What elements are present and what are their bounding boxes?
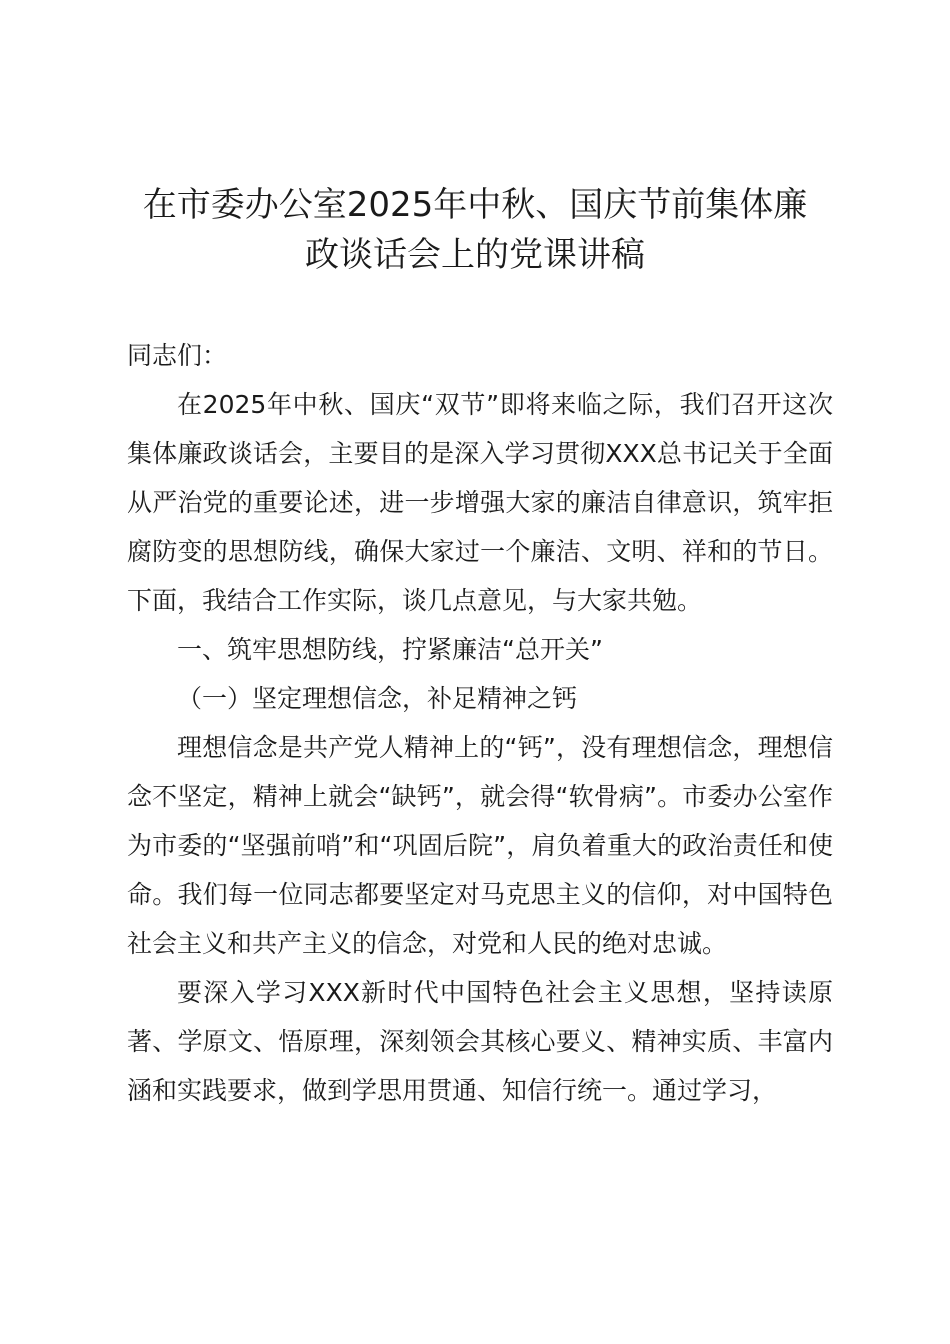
title-line-2: 政谈话会上的党课讲稿 [305, 235, 645, 275]
subsection-heading-1: （一）坚定理想信念，补足精神之钙 [177, 684, 578, 713]
paragraph-study: 要深入学习XXX新时代中国特色社会主义思想，坚持读原著、学原文、悟原理，深刻领会其核心要义、精神实质、丰富内涵和实践要求，做到学思用贯通、知信行统一。通过学习， [127, 978, 833, 1105]
document-title [120, 180, 830, 280]
salutation: 同志们： [127, 341, 228, 370]
document-body [127, 331, 833, 1115]
title-line-1: 在市委办公室2025年中秋、国庆节前集体廉 [142, 185, 808, 225]
section-heading-1: 一、筑牢思想防线，拧紧廉洁“总开关” [177, 635, 603, 664]
paragraph-ideals: 理想信念是共产党人精神上的“钙”，没有理想信念，理想信念不坚定，精神上就会“缺钙”，就会得“软骨病”。市委办公室作为市委的“坚强前哨”和“巩固后院”，肩负着重大的政治责任和使命。我们每一位同志都要坚定对马克思主义的信仰，对中国特色社会主义和共产主义的信念，对党和人民的绝对忠诚。 [127, 733, 833, 958]
paragraph-intro: 在2025年中秋、国庆“双节”即将来临之际，我们召开这次集体廉政谈话会，主要目的是深入学习贯彻XXX总书记关于全面从严治党的重要论述，进一步增强大家的廉洁自律意识，筑牢拒腐防变的思想防线，确保大家过一个廉洁、文明、祥和的节日。下面，我结合工作实际，谈几点意见，与大家共勉。 [127, 390, 833, 615]
